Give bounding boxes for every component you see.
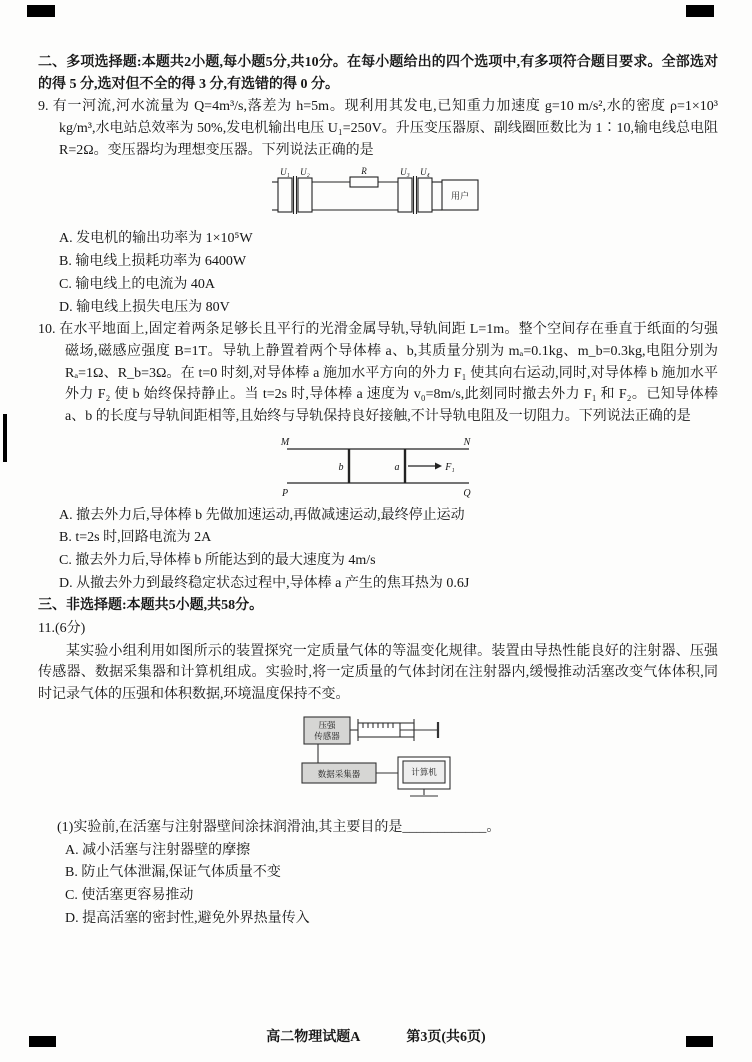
label-sensor-line1: 压强 [318,719,336,730]
label-sensor-line2: 传感器 [314,730,340,741]
label-q: Q [463,487,471,499]
q11-option-b: B. 防止气体泄漏,保证气体质量不变 [65,865,281,881]
q9-option-d: D. 输电线上损失电压为 80V [59,299,230,315]
q11-sub1: (1)实验前,在活塞与注射器壁间涂抹润滑油,其主要目的是____________。 [57,819,501,835]
rails-diagram [273,433,483,499]
registration-mark-top-right [686,5,714,17]
registration-mark-top-left [27,5,55,17]
q9-stem: 9. 有一河流,河水流量为 Q=4m³/s,落差为 h=5m。现利用其发电,已知重力加速度 g=10 m/s²,水的密度 ρ=1×10³ kg/m³,水电站总效率为 50%,发电机输出电压 U₁=250V。升压变压器原、副线圈匝数比为 1∶10,输电线总电阻 R=2Ω。变压器均为理想变压器。下列说法正确的是 [38,99,718,158]
q11-intro: 某实验小组利用如图所示的装置探究一定质量气体的等温变化规律。装置由导热性能良好的注射器、压强传感器、数据采集器和计算机组成。实验时,将一定质量的气体封闭在注射器内,缓慢推动活塞改变气体体积,同时记录气体的压强和体积数据,环境温度保持不变。 [38,643,718,703]
label-r: R [361,166,367,177]
label-user: 用户 [450,191,470,202]
label-computer: 计算机 [411,766,437,777]
footer-exam-title: 高二物理试题A [266,1030,361,1045]
page-content [38,52,718,930]
section-2-heading: 二、多项选择题:本题共2小题,每小题5分,共10分。在每小题给出的四个选项中,有多项符合题目要求。全部选对的得 5 分,选对但不全的得 3 分,有选错的得 0 分。 [38,55,718,92]
label-u2: U₂ [300,167,310,178]
resistor-box [350,177,378,187]
q10-figure [38,433,718,499]
q11-option-c: C. 使活塞更容易推动 [65,887,194,903]
label-m: M [280,436,290,448]
page-footer [0,1026,752,1046]
q9-figure [38,166,718,222]
q9-option-c: C. 输电线上的电流为 40A [59,276,215,292]
q10-option-c: C. 撤去外力后,导体棒 b 所能达到的最大速度为 4m/s [59,553,376,568]
label-u4: U₄ [420,167,430,178]
force-arrow-head [435,462,442,469]
q10-stem: 10. 在水平地面上,固定着两条足够长且平行的光滑金属导轨,导轨间距 L=1m。整个空间存在垂直于纸面的匀强磁场,磁感应强度 B=1T。导轨上静置着两个导体棒 a、b,其质量分别为 mₐ=0.1kg、m_b=0.3kg,电阻分别为 Rₐ=1Ω、R_b=3Ω。在 t=0 时刻,对导体棒 a 施加水平方向的外力 F₁ 使其向右运动,同时,对导体棒 b 施加水平外力 F₂ 使 b 始终保持静止。当 t=2s 时,导体棒 a 速度为 v₀=8m/s,此刻同时撤去外力 F₁ 和 F₂。已知导体棒 a、b 的长度与导轨间距相等,且始终与导轨保持良好接触,不计导轨电阻及一切阻力。下列说法正确的是 [38,322,718,424]
q9-option-b: B. 输电线上损耗功率为 6400W [59,254,247,270]
label-f1: F₁ [445,461,455,473]
q11-option-a: A. 减小活塞与注射器壁的摩擦 [65,842,251,858]
apparatus-diagram [288,711,468,811]
label-b: b [338,461,344,473]
transformer2-secondary-coil [418,178,432,212]
footer-page-number: 第3页(共6页) [406,1030,486,1045]
label-n: N [463,436,471,448]
q10-option-b: B. t=2s 时,回路电流为 2A [59,530,212,546]
circuit-diagram [270,166,486,222]
label-p: P [281,487,289,499]
q10-option-d: D. 从撤去外力到最终稳定状态过程中,导体棒 a 产生的焦耳热为 0.6J [59,575,470,591]
q11-option-d: D. 提高活塞的密封性,避免外界热量传入 [65,910,310,926]
section-3-heading: 三、非选择题:本题共5小题,共58分。 [38,598,264,614]
label-u3: U₃ [400,167,410,178]
q11-figure [38,711,718,811]
q9-option-a: A. 发电机的输出功率为 1×10⁵W [59,231,253,247]
label-u1: U₁ [280,167,290,178]
q10-option-a: A. 撤去外力后,导体棒 b 先做加速运动,再做减速运动,最终停止运动 [59,507,465,523]
binding-edge-mark [3,414,7,462]
transformer1-secondary-coil [298,178,312,212]
transformer2-primary-coil [398,178,412,212]
label-collector: 数据采集器 [317,768,361,779]
q11-number: 11.(6分) [38,621,86,637]
transformer1-primary-coil [278,178,292,212]
label-a: a [394,461,400,473]
